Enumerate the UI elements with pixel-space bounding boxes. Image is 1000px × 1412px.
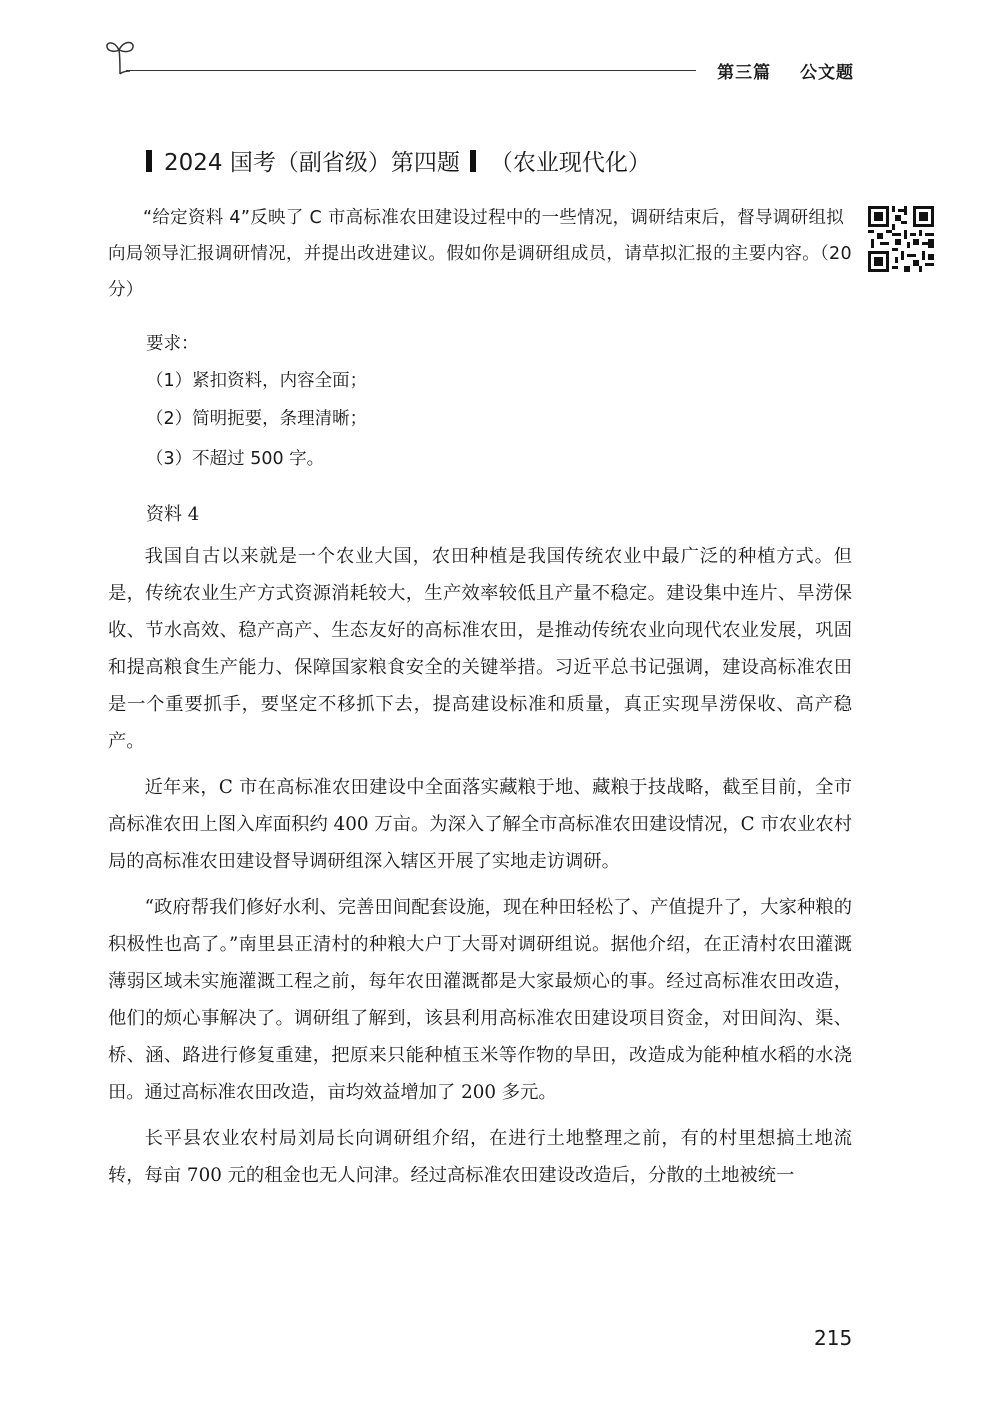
material-paragraph: 长平县农业农村局刘局长向调研组介绍，在进行土地整理之前，有的村里想搞土地流转，每亩 700 元的租金也无人问津。经过高标准农田建设改造后，分散的土地被统一	[108, 1128, 852, 1186]
title-topic: （农业现代化）	[489, 150, 651, 176]
requirement-item: （3）不超过 500 字。	[146, 449, 325, 469]
requirement-item: （2）简明扼要，条理清晰；	[146, 409, 368, 429]
question-body: “给定资料 4”反映了 C 市高标准农田建设过程中的一些情况，调研结束后，督导调研组拟向局领导汇报调研情况，并提出改进建议。假如你是调研组成员，请草拟汇报的主要内容。（20 分）	[108, 208, 852, 300]
header-rule	[126, 70, 696, 71]
material-body	[108, 538, 852, 1203]
header-section: 公文题	[800, 63, 854, 83]
material-paragraph: 近年来，C 市在高标准农田建设中全面落实藏粮于地、藏粮于技战略，截至目前，全市高标准农田上图入库面积约 400 万亩。为深入了解全市高标准农田建设情况，C 市农业农村局的高标准农田建设督导调研组深入辖区开展了实地走访调研。	[108, 777, 852, 872]
header-label	[695, 58, 854, 83]
title-bar-left	[146, 150, 152, 172]
header-part: 第三篇	[717, 63, 772, 83]
page-number: 215	[814, 1326, 853, 1350]
material-title: 资料 4	[146, 504, 200, 525]
material-paragraph: “政府帮我们修好水利、完善田间配套设施，现在种田轻松了、产值提升了，大家种粮的积极性也高了。”南里县正清村的种粮大户丁大哥对调研组说。据他介绍，在正清村农田灌溉薄弱区域未实施灌溉工程之前，每年农田灌溉都是大家最烦心的事。经过高标准农田改造，他们的烦心事解决了。调研组了解到，该县利用高标准农田建设项目资金，对田间沟、渠、桥、涵、路进行修复重建，把原来只能种植玉米等作物的旱田，改造成为能种植水稻的水浇田。通过高标准农田改造，亩均效益增加了 200 多元。	[108, 897, 852, 1103]
page-header	[104, 36, 854, 86]
title-bar-right	[470, 150, 476, 172]
material-paragraph: 我国自古以来就是一个农业大国，农田种植是我国传统农业中最广泛的种植方式。但是，传统农业生产方式资源消耗较大，生产效率较低且产量不稳定。建设集中连片、旱涝保收、节水高效、稳产高产、生态友好的高标准农田，是推动传统农业向现代农业发展，巩固和提高粮食生产能力、保障国家粮食安全的关键举措。习近平总书记强调，建设高标准农田是一个重要抓手，要坚定不移抓下去，提高建设标准和质量，真正实现旱涝保收、高产稳产。	[108, 546, 852, 752]
qr-code[interactable]	[868, 206, 934, 272]
question-title	[146, 144, 651, 177]
title-main: 2024 国考（副省级）第四题	[164, 150, 460, 176]
question-text	[108, 200, 858, 308]
requirements-label: 要求：	[146, 334, 199, 354]
requirement-item: （1）紧扣资料，内容全面；	[146, 371, 368, 391]
